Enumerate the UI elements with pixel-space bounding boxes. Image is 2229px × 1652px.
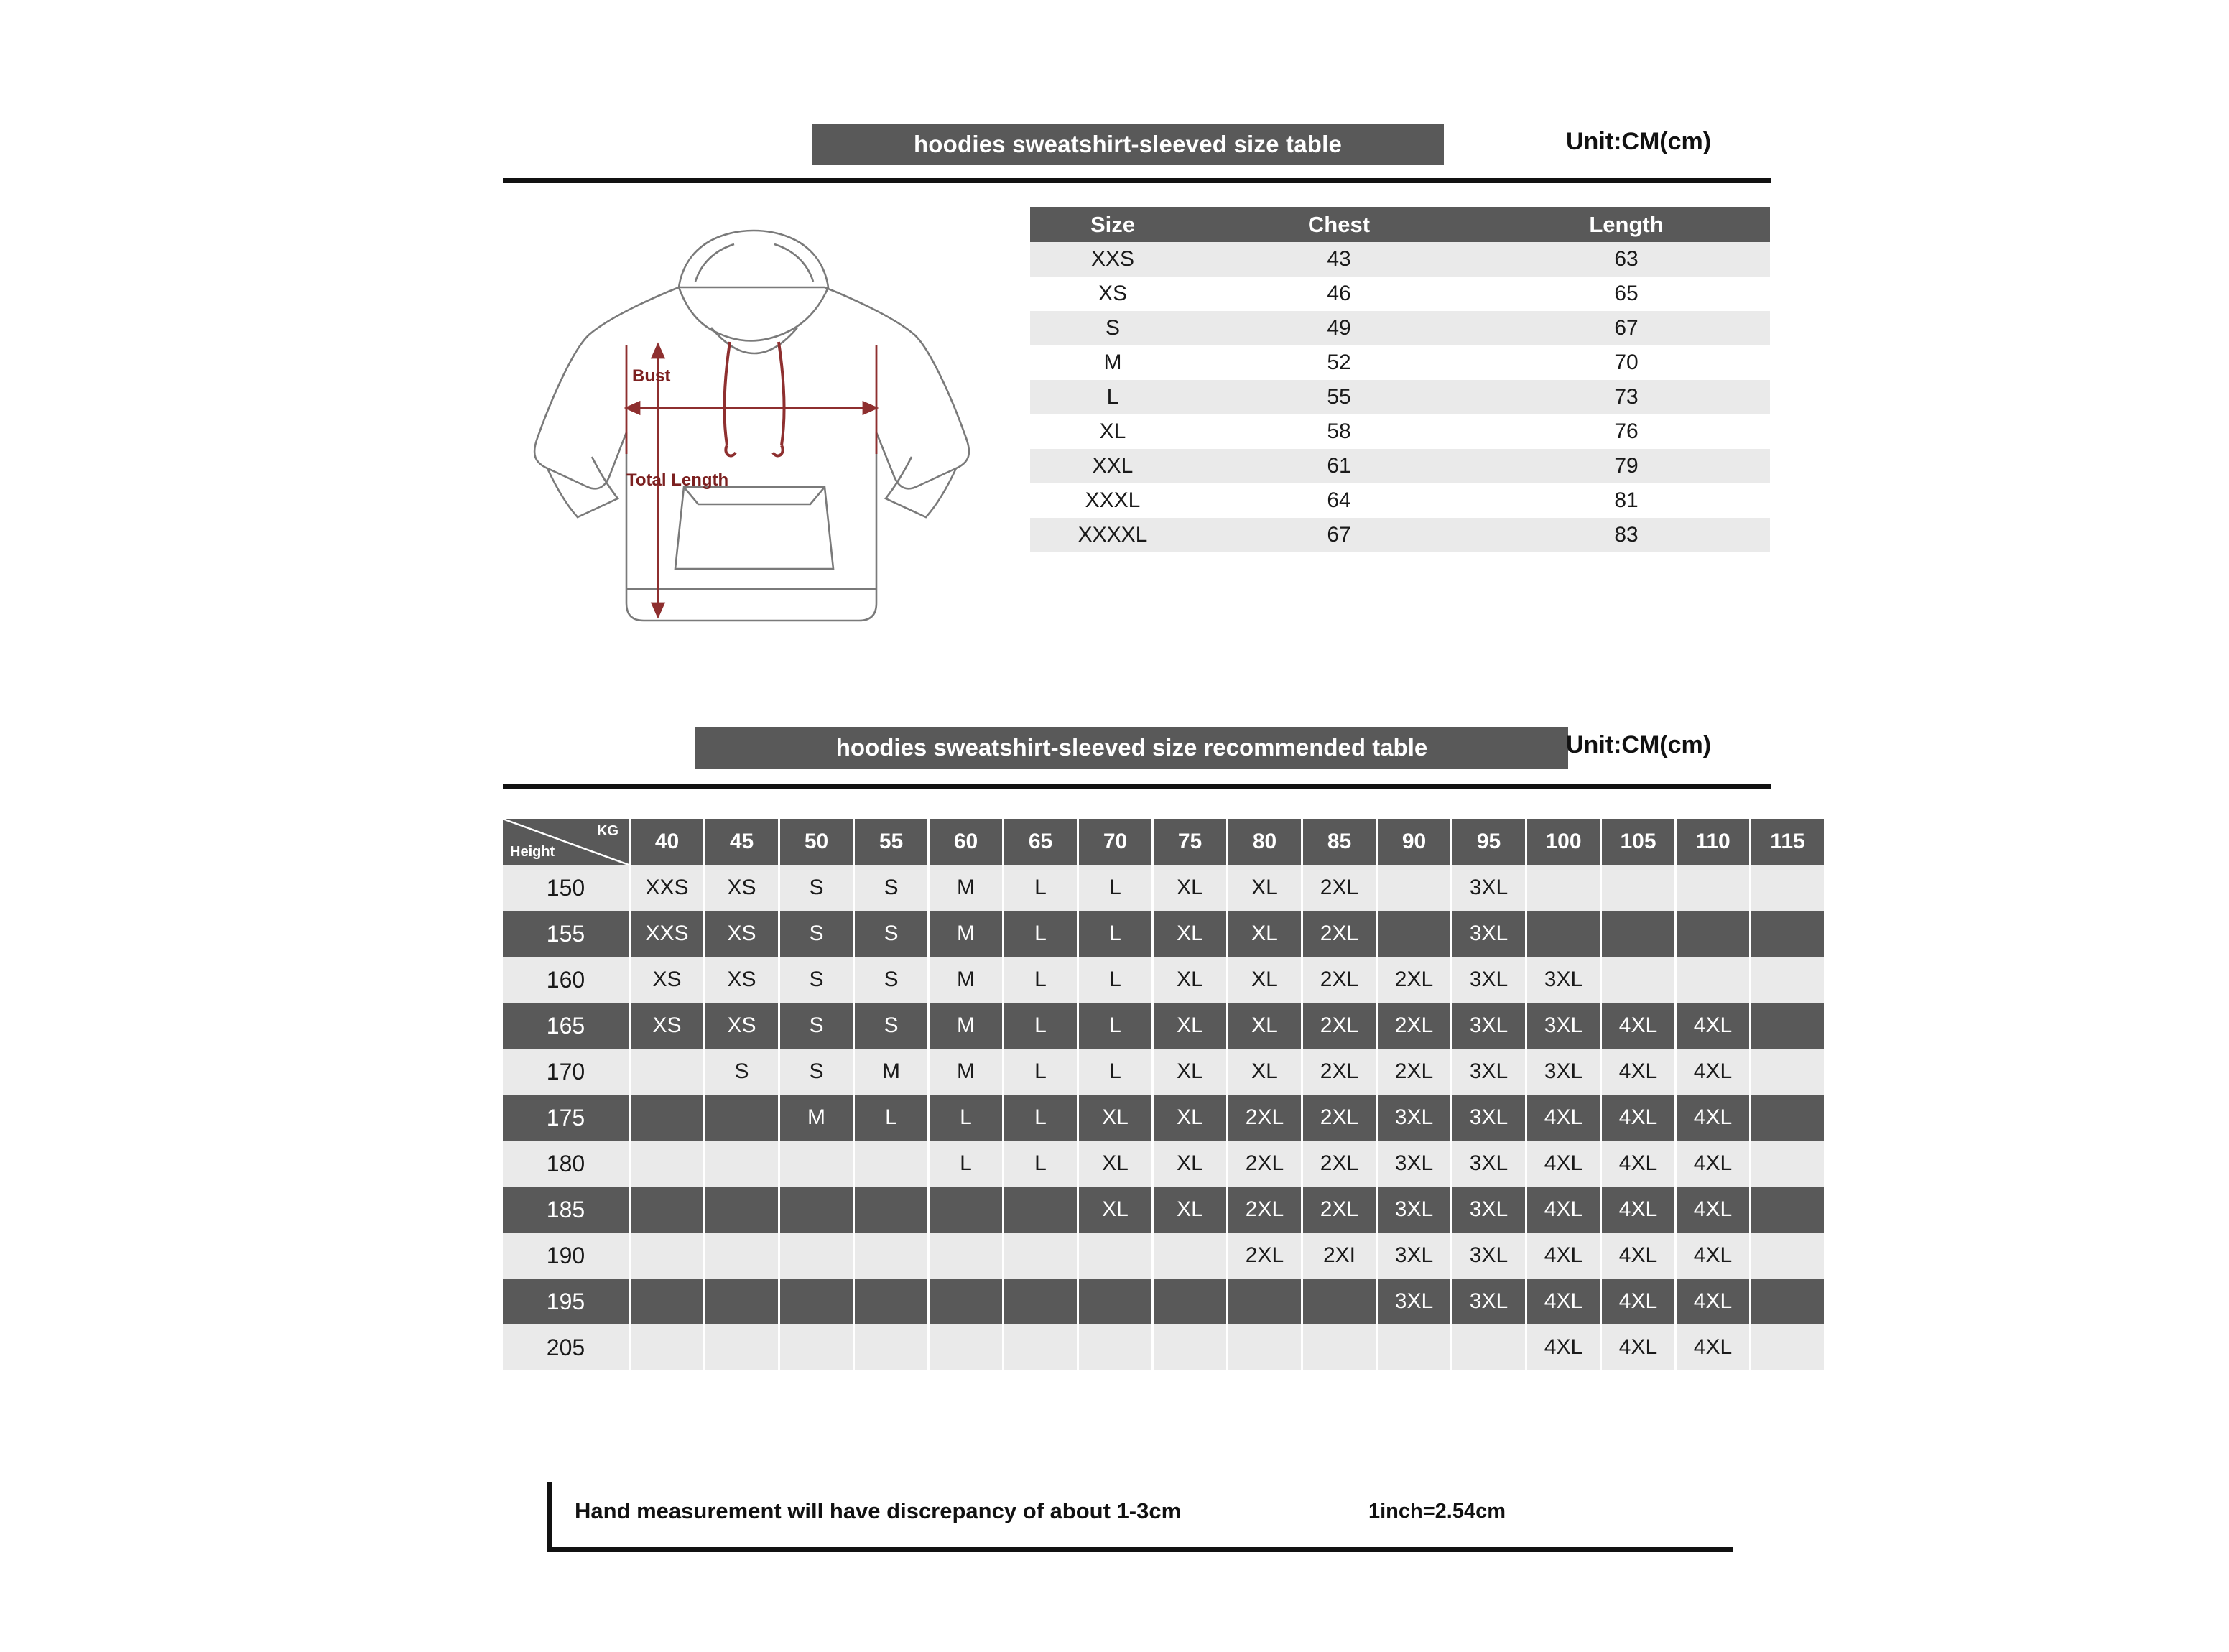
- table-row: [1030, 483, 1770, 518]
- matrix-row: [503, 1049, 1824, 1095]
- size-table-header-row: [1030, 207, 1770, 242]
- matrix-cell: 3XL: [1377, 1279, 1452, 1324]
- matrix-cell: M: [929, 865, 1004, 911]
- matrix-cell: 3XL: [1452, 911, 1526, 957]
- matrix-cell: S: [779, 957, 854, 1003]
- matrix-cell: [630, 1049, 705, 1095]
- matrix-cell: S: [779, 1049, 854, 1095]
- matrix-cell: 4XL: [1601, 1279, 1676, 1324]
- table-row: [1030, 345, 1770, 380]
- cell-chest: 52: [1195, 345, 1483, 380]
- matrix-cell: 3XL: [1452, 1003, 1526, 1049]
- matrix-cell: 3XL: [1452, 1049, 1526, 1095]
- size-table-header-chest: Chest: [1195, 207, 1483, 242]
- matrix-cell: XL: [1078, 1141, 1153, 1187]
- matrix-cell: [1526, 865, 1601, 911]
- matrix-cell: 4XL: [1526, 1279, 1601, 1324]
- matrix-cell: [779, 1187, 854, 1233]
- matrix-cell: [705, 1324, 779, 1370]
- matrix-cell: 4XL: [1601, 1049, 1676, 1095]
- matrix-cell: [1153, 1233, 1228, 1279]
- matrix-cell: [1004, 1279, 1078, 1324]
- matrix-cell: [705, 1187, 779, 1233]
- cell-chest: 64: [1195, 483, 1483, 518]
- cell-length: 67: [1483, 311, 1770, 345]
- footer-conversion: 1inch=2.54cm: [1368, 1500, 1506, 1523]
- matrix-col-40: 40: [630, 819, 705, 865]
- matrix-cell: M: [929, 1003, 1004, 1049]
- footer-rule-bottom: [547, 1547, 1733, 1552]
- size-table-header-size: Size: [1030, 207, 1195, 242]
- matrix-cell: [1302, 1324, 1377, 1370]
- matrix-cell: 4XL: [1526, 1187, 1601, 1233]
- matrix-cell: [854, 1141, 929, 1187]
- matrix-row-height: 195: [503, 1279, 630, 1324]
- table-row: [1030, 311, 1770, 345]
- matrix-cell: 4XL: [1601, 1233, 1676, 1279]
- matrix-cell: L: [854, 1095, 929, 1141]
- matrix-cell: XS: [705, 911, 779, 957]
- size-table-header-length: Length: [1483, 207, 1770, 242]
- matrix-cell: XXS: [630, 911, 705, 957]
- matrix-col-115: 115: [1751, 819, 1825, 865]
- matrix-corner-kg-label: KG: [597, 823, 618, 839]
- matrix-cell: 2XL: [1302, 1187, 1377, 1233]
- matrix-cell: [705, 1141, 779, 1187]
- cell-chest: 46: [1195, 277, 1483, 311]
- matrix-cell: [1078, 1324, 1153, 1370]
- matrix-cell: [1676, 957, 1751, 1003]
- cell-chest: 55: [1195, 380, 1483, 414]
- matrix-cell: 3XL: [1377, 1233, 1452, 1279]
- matrix-cell: L: [1078, 957, 1153, 1003]
- matrix-cell: [779, 1279, 854, 1324]
- matrix-cell: [1153, 1324, 1228, 1370]
- matrix-cell: [1004, 1187, 1078, 1233]
- cell-chest: 58: [1195, 414, 1483, 449]
- total-length-label: Total Length: [626, 470, 729, 490]
- matrix-cell: XL: [1228, 865, 1302, 911]
- matrix-cell: XL: [1153, 1187, 1228, 1233]
- matrix-cell: [630, 1187, 705, 1233]
- matrix-cell: [630, 1141, 705, 1187]
- matrix-row: [503, 911, 1824, 957]
- matrix-cell: 3XL: [1452, 1141, 1526, 1187]
- matrix-cell: L: [1004, 957, 1078, 1003]
- matrix-cell: [705, 1233, 779, 1279]
- section1-title-text: hoodies sweatshirt-sleeved size table: [913, 131, 1343, 157]
- matrix-cell: L: [1004, 911, 1078, 957]
- matrix-cell: [1751, 1003, 1825, 1049]
- matrix-col-110: 110: [1676, 819, 1751, 865]
- matrix-cell: [1751, 865, 1825, 911]
- matrix-cell: [630, 1279, 705, 1324]
- size-table: [1030, 207, 1770, 552]
- matrix-cell: 2XL: [1302, 1003, 1377, 1049]
- matrix-cell: XL: [1228, 1003, 1302, 1049]
- table-row: [1030, 277, 1770, 311]
- matrix-cell: 3XL: [1377, 1141, 1452, 1187]
- matrix-cell: [854, 1187, 929, 1233]
- matrix-cell: L: [1078, 865, 1153, 911]
- matrix-cell: 3XL: [1452, 1187, 1526, 1233]
- matrix-cell: XS: [630, 1003, 705, 1049]
- matrix-cell: 4XL: [1676, 1003, 1751, 1049]
- cell-length: 63: [1483, 242, 1770, 277]
- matrix-cell: [1377, 1324, 1452, 1370]
- matrix-cell: [1153, 1279, 1228, 1324]
- matrix-row: [503, 1187, 1824, 1233]
- cell-length: 83: [1483, 518, 1770, 552]
- cell-size: XXXL: [1030, 483, 1195, 518]
- matrix-cell: [1302, 1279, 1377, 1324]
- matrix-cell: 3XL: [1526, 1003, 1601, 1049]
- matrix-col-105: 105: [1601, 819, 1676, 865]
- matrix-cell: [1228, 1279, 1302, 1324]
- table-row: [1030, 518, 1770, 552]
- matrix-cell: [1751, 1187, 1825, 1233]
- matrix-row-height: 190: [503, 1233, 630, 1279]
- matrix-row-height: 170: [503, 1049, 630, 1095]
- matrix-corner-height-label: Height: [510, 844, 555, 860]
- matrix-cell: XL: [1153, 911, 1228, 957]
- matrix-cell: XL: [1153, 957, 1228, 1003]
- divider-top: [503, 178, 1771, 183]
- footer-note: Hand measurement will have discrepancy of about 1-3cm: [575, 1498, 1182, 1523]
- matrix-cell: 2XI: [1302, 1233, 1377, 1279]
- matrix-cell: 4XL: [1601, 1003, 1676, 1049]
- matrix-cell: XXS: [630, 865, 705, 911]
- matrix-cell: [854, 1233, 929, 1279]
- cell-chest: 49: [1195, 311, 1483, 345]
- hoodie-diagram: [503, 201, 1006, 704]
- matrix-row: [503, 865, 1824, 911]
- cell-length: 70: [1483, 345, 1770, 380]
- section1-title-banner: [812, 124, 1444, 165]
- cell-length: 79: [1483, 449, 1770, 483]
- matrix-cell: 4XL: [1676, 1233, 1751, 1279]
- matrix-cell: 3XL: [1452, 957, 1526, 1003]
- matrix-cell: XS: [630, 957, 705, 1003]
- matrix-cell: [779, 1141, 854, 1187]
- matrix-col-85: 85: [1302, 819, 1377, 865]
- matrix-cell: XL: [1078, 1095, 1153, 1141]
- matrix-cell: [1601, 865, 1676, 911]
- cell-length: 76: [1483, 414, 1770, 449]
- matrix-cell: XL: [1153, 1003, 1228, 1049]
- matrix-cell: [630, 1324, 705, 1370]
- matrix-cell: [1526, 911, 1601, 957]
- table-row: [1030, 380, 1770, 414]
- matrix-cell: 2XL: [1377, 1003, 1452, 1049]
- matrix-cell: XL: [1153, 1095, 1228, 1141]
- matrix-cell: 2XL: [1302, 1049, 1377, 1095]
- matrix-cell: 2XL: [1228, 1095, 1302, 1141]
- matrix-cell: XL: [1153, 1049, 1228, 1095]
- cell-size: S: [1030, 311, 1195, 345]
- matrix-cell: 2XL: [1302, 957, 1377, 1003]
- table-row: [1030, 242, 1770, 277]
- matrix-cell: S: [854, 1003, 929, 1049]
- matrix-cell: [1078, 1279, 1153, 1324]
- matrix-cell: L: [929, 1095, 1004, 1141]
- matrix-col-60: 60: [929, 819, 1004, 865]
- matrix-cell: 3XL: [1526, 957, 1601, 1003]
- matrix-cell: 3XL: [1452, 865, 1526, 911]
- matrix-cell: [1676, 911, 1751, 957]
- matrix-cell: S: [779, 1003, 854, 1049]
- matrix-cell: 2XL: [1228, 1187, 1302, 1233]
- matrix-cell: [630, 1233, 705, 1279]
- matrix-cell: M: [854, 1049, 929, 1095]
- matrix-cell: 4XL: [1526, 1095, 1601, 1141]
- section2-title-text: hoodies sweatshirt-sleeved size recommended table: [835, 734, 1428, 761]
- matrix-cell: [1452, 1324, 1526, 1370]
- matrix-cell: 3XL: [1526, 1049, 1601, 1095]
- matrix-cell: 2XL: [1228, 1141, 1302, 1187]
- matrix-cell: [1751, 1141, 1825, 1187]
- matrix-cell: L: [1004, 1095, 1078, 1141]
- matrix-cell: S: [854, 957, 929, 1003]
- section1-unit-label: Unit:CM(cm): [1566, 128, 1712, 155]
- matrix-cell: L: [1078, 911, 1153, 957]
- cell-size: L: [1030, 380, 1195, 414]
- matrix-cell: [1751, 957, 1825, 1003]
- matrix-cell: [1751, 911, 1825, 957]
- matrix-cell: 2XL: [1302, 911, 1377, 957]
- matrix-cell: 3XL: [1452, 1233, 1526, 1279]
- matrix-cell: L: [929, 1141, 1004, 1187]
- matrix-cell: M: [779, 1095, 854, 1141]
- matrix-cell: [929, 1279, 1004, 1324]
- cell-length: 73: [1483, 380, 1770, 414]
- matrix-cell: [1377, 911, 1452, 957]
- table-row: [1030, 414, 1770, 449]
- matrix-cell: 2XL: [1302, 865, 1377, 911]
- matrix-row-height: 150: [503, 865, 630, 911]
- matrix-cell: S: [779, 865, 854, 911]
- matrix-col-75: 75: [1153, 819, 1228, 865]
- matrix-cell: [705, 1279, 779, 1324]
- matrix-cell: S: [854, 911, 929, 957]
- matrix-row-height: 155: [503, 911, 630, 957]
- cell-chest: 43: [1195, 242, 1483, 277]
- matrix-cell: [1004, 1233, 1078, 1279]
- matrix-cell: L: [1004, 1003, 1078, 1049]
- footer-rule-left: [547, 1482, 552, 1551]
- matrix-cell: XS: [705, 865, 779, 911]
- matrix-col-45: 45: [705, 819, 779, 865]
- matrix-cell: [929, 1187, 1004, 1233]
- matrix-col-70: 70: [1078, 819, 1153, 865]
- matrix-cell: 4XL: [1676, 1141, 1751, 1187]
- matrix-cell: 2XL: [1228, 1233, 1302, 1279]
- matrix-cell: 4XL: [1676, 1095, 1751, 1141]
- matrix-header-row: [503, 819, 1824, 865]
- cell-size: XXL: [1030, 449, 1195, 483]
- matrix-cell: XL: [1228, 1049, 1302, 1095]
- matrix-cell: 4XL: [1526, 1324, 1601, 1370]
- cell-size: M: [1030, 345, 1195, 380]
- matrix-cell: [1601, 957, 1676, 1003]
- matrix-cell: XL: [1153, 1141, 1228, 1187]
- matrix-cell: S: [705, 1049, 779, 1095]
- matrix-cell: [1751, 1233, 1825, 1279]
- matrix-cell: L: [1004, 1049, 1078, 1095]
- matrix-cell: [1228, 1324, 1302, 1370]
- cell-size: XXS: [1030, 242, 1195, 277]
- matrix-corner-cell: [503, 819, 630, 865]
- cell-size: XXXXL: [1030, 518, 1195, 552]
- matrix-cell: XS: [705, 957, 779, 1003]
- matrix-cell: L: [1078, 1003, 1153, 1049]
- matrix-cell: [854, 1324, 929, 1370]
- matrix-cell: S: [779, 911, 854, 957]
- matrix-cell: M: [929, 1049, 1004, 1095]
- matrix-row-height: 175: [503, 1095, 630, 1141]
- matrix-cell: [705, 1095, 779, 1141]
- cell-size: XS: [1030, 277, 1195, 311]
- matrix-cell: [1004, 1324, 1078, 1370]
- matrix-row: [503, 1003, 1824, 1049]
- matrix-cell: M: [929, 957, 1004, 1003]
- matrix-cell: XL: [1153, 865, 1228, 911]
- matrix-row: [503, 1095, 1824, 1141]
- matrix-cell: [1676, 865, 1751, 911]
- matrix-cell: 4XL: [1601, 1141, 1676, 1187]
- matrix-row: [503, 957, 1824, 1003]
- matrix-cell: L: [1078, 1049, 1153, 1095]
- matrix-cell: M: [929, 911, 1004, 957]
- matrix-cell: 4XL: [1526, 1141, 1601, 1187]
- matrix-cell: 4XL: [1601, 1095, 1676, 1141]
- matrix-cell: XL: [1228, 911, 1302, 957]
- matrix-cell: XL: [1078, 1187, 1153, 1233]
- matrix-cell: [854, 1279, 929, 1324]
- matrix-row: [503, 1233, 1824, 1279]
- matrix-cell: [1601, 911, 1676, 957]
- matrix-cell: 4XL: [1601, 1324, 1676, 1370]
- matrix-cell: 4XL: [1601, 1187, 1676, 1233]
- matrix-cell: S: [854, 865, 929, 911]
- matrix-cell: 4XL: [1676, 1049, 1751, 1095]
- matrix-col-65: 65: [1004, 819, 1078, 865]
- cell-chest: 67: [1195, 518, 1483, 552]
- matrix-cell: 2XL: [1377, 1049, 1452, 1095]
- matrix-cell: 2XL: [1377, 957, 1452, 1003]
- matrix-cell: [779, 1324, 854, 1370]
- matrix-cell: [929, 1233, 1004, 1279]
- cell-length: 81: [1483, 483, 1770, 518]
- matrix-cell: 4XL: [1676, 1187, 1751, 1233]
- matrix-cell: 4XL: [1676, 1324, 1751, 1370]
- matrix-cell: [1751, 1049, 1825, 1095]
- matrix-cell: 2XL: [1302, 1095, 1377, 1141]
- matrix-row-height: 180: [503, 1141, 630, 1187]
- matrix-cell: [1377, 865, 1452, 911]
- matrix-cell: [1751, 1095, 1825, 1141]
- matrix-cell: L: [1004, 865, 1078, 911]
- matrix-row: [503, 1141, 1824, 1187]
- matrix-cell: 2XL: [1302, 1141, 1377, 1187]
- matrix-cell: [1751, 1324, 1825, 1370]
- cell-size: XL: [1030, 414, 1195, 449]
- recommended-size-matrix: [503, 819, 1824, 1370]
- matrix-row-height: 205: [503, 1324, 630, 1370]
- matrix-cell: [929, 1324, 1004, 1370]
- matrix-col-100: 100: [1526, 819, 1601, 865]
- matrix-cell: 4XL: [1526, 1233, 1601, 1279]
- matrix-cell: L: [1004, 1141, 1078, 1187]
- matrix-cell: 4XL: [1676, 1279, 1751, 1324]
- matrix-row-height: 160: [503, 957, 630, 1003]
- bust-label: Bust: [632, 366, 671, 386]
- matrix-col-90: 90: [1377, 819, 1452, 865]
- matrix-col-55: 55: [854, 819, 929, 865]
- divider-middle: [503, 784, 1771, 789]
- section2-title-banner: [695, 727, 1568, 769]
- matrix-cell: XL: [1228, 957, 1302, 1003]
- cell-length: 65: [1483, 277, 1770, 311]
- matrix-cell: 3XL: [1452, 1279, 1526, 1324]
- section2-unit-label: Unit:CM(cm): [1566, 731, 1712, 758]
- matrix-cell: 3XL: [1377, 1187, 1452, 1233]
- matrix-row: [503, 1279, 1824, 1324]
- matrix-col-50: 50: [779, 819, 854, 865]
- table-row: [1030, 449, 1770, 483]
- matrix-cell: [1751, 1279, 1825, 1324]
- matrix-col-95: 95: [1452, 819, 1526, 865]
- cell-chest: 61: [1195, 449, 1483, 483]
- matrix-cell: [1078, 1233, 1153, 1279]
- matrix-cell: 3XL: [1377, 1095, 1452, 1141]
- matrix-cell: [630, 1095, 705, 1141]
- matrix-row-height: 185: [503, 1187, 630, 1233]
- matrix-row-height: 165: [503, 1003, 630, 1049]
- matrix-row: [503, 1324, 1824, 1370]
- matrix-cell: 3XL: [1452, 1095, 1526, 1141]
- matrix-cell: [779, 1233, 854, 1279]
- matrix-col-80: 80: [1228, 819, 1302, 865]
- matrix-cell: XS: [705, 1003, 779, 1049]
